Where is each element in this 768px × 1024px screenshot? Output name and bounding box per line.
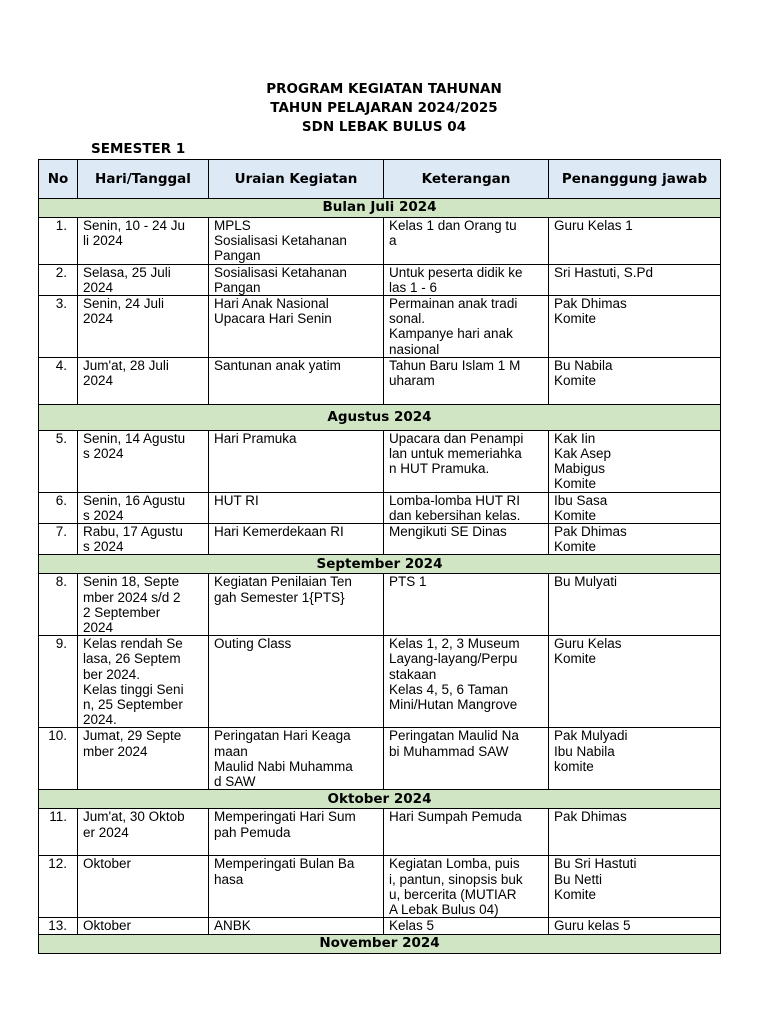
header-title: PROGRAM KEGIATAN TAHUNAN <box>266 81 502 97</box>
header-school-year: TAHUN PELAJARAN 2024/2025 <box>270 100 498 116</box>
month-label: Agustus 2024 <box>39 404 721 430</box>
row-no: 9. <box>39 636 78 728</box>
row-pic: Bu Nabila Komite <box>549 357 721 404</box>
row-date: Rabu, 17 Agustu s 2024 <box>78 524 209 555</box>
table-row <box>39 296 721 358</box>
row-note: Kelas 1 dan Orang tu a <box>384 218 549 265</box>
program-table <box>38 159 721 954</box>
table-row <box>39 492 721 523</box>
table-row <box>39 264 721 295</box>
row-activity: Hari Pramuka <box>209 430 384 492</box>
row-no: 2. <box>39 264 78 295</box>
row-date: Oktober <box>78 918 209 934</box>
row-pic: Pak Dhimas Komite <box>549 296 721 358</box>
row-date: Senin, 10 - 24 Ju li 2024 <box>78 218 209 265</box>
table-row <box>39 728 721 790</box>
row-activity: Outing Class <box>209 636 384 728</box>
col-header-no: No <box>39 160 78 199</box>
row-note: Kelas 1, 2, 3 Museum Layang-layang/Perpu stakaan Kelas 4, 5, 6 Taman Mini/Hutan Mangrove <box>384 636 549 728</box>
table-row <box>39 574 721 636</box>
month-label: Oktober 2024 <box>39 790 721 809</box>
month-row-november <box>39 934 721 953</box>
row-activity: Kegiatan Penilaian Ten gah Semester 1{PTS} <box>209 574 384 636</box>
row-activity: Peringatan Hari Keaga maan Maulid Nabi Muhamma d SAW <box>209 728 384 790</box>
row-pic: Bu Mulyati <box>549 574 721 636</box>
row-no: 13. <box>39 918 78 934</box>
row-pic: Pak Dhimas <box>549 809 721 856</box>
row-date: Senin, 24 Juli 2024 <box>78 296 209 358</box>
row-pic: Pak Mulyadi Ibu Nabila komite <box>549 728 721 790</box>
row-date: Jum'at, 30 Oktob er 2024 <box>78 809 209 856</box>
row-no: 5. <box>39 430 78 492</box>
row-activity: Memperingati Bulan Ba hasa <box>209 856 384 918</box>
row-pic: Sri Hastuti, S.Pd <box>549 264 721 295</box>
table-row <box>39 809 721 856</box>
table-row <box>39 636 721 728</box>
month-row-juli <box>39 199 721 218</box>
table-row <box>39 856 721 918</box>
row-note: Peringatan Maulid Na bi Muhammad SAW <box>384 728 549 790</box>
row-date: Jumat, 29 Septe mber 2024 <box>78 728 209 790</box>
table-row <box>39 524 721 555</box>
row-note: Kegiatan Lomba, puis i, pantun, sinopsis buk u, bercerita (MUTIAR A Lebak Bulus 04) <box>384 856 549 918</box>
table-header-row <box>39 160 721 199</box>
row-pic: Bu Sri Hastuti Bu Netti Komite <box>549 856 721 918</box>
month-row-september <box>39 555 721 574</box>
row-date: Senin, 16 Agustu s 2024 <box>78 492 209 523</box>
row-pic: Pak Dhimas Komite <box>549 524 721 555</box>
row-pic: Guru Kelas Komite <box>549 636 721 728</box>
document-header <box>0 80 768 137</box>
row-no: 11. <box>39 809 78 856</box>
col-header-date: Hari/Tanggal <box>78 160 209 199</box>
row-no: 10. <box>39 728 78 790</box>
row-date: Selasa, 25 Juli 2024 <box>78 264 209 295</box>
row-note: Lomba-lomba HUT RI dan kebersihan kelas. <box>384 492 549 523</box>
row-note: Kelas 5 <box>384 918 549 934</box>
row-no: 1. <box>39 218 78 265</box>
row-pic: Guru Kelas 1 <box>549 218 721 265</box>
row-pic: Guru kelas 5 <box>549 918 721 934</box>
row-note: Mengikuti SE Dinas <box>384 524 549 555</box>
row-no: 8. <box>39 574 78 636</box>
row-no: 3. <box>39 296 78 358</box>
col-header-pic: Penanggung jawab <box>549 160 721 199</box>
header-school-name: SDN LEBAK BULUS 04 <box>301 119 467 135</box>
row-no: 4. <box>39 357 78 404</box>
month-row-oktober <box>39 790 721 809</box>
row-no: 7. <box>39 524 78 555</box>
row-date: Senin, 14 Agustu s 2024 <box>78 430 209 492</box>
semester-label: SEMESTER 1 <box>91 141 186 157</box>
table-row <box>39 357 721 404</box>
row-activity: MPLS Sosialisasi Ketahanan Pangan <box>209 218 384 265</box>
row-activity: Santunan anak yatim <box>209 357 384 404</box>
col-header-activity: Uraian Kegiatan <box>209 160 384 199</box>
row-note: PTS 1 <box>384 574 549 636</box>
row-date: Kelas rendah Se lasa, 26 Septem ber 2024. Kelas tinggi Seni n, 25 September 2024. <box>78 636 209 728</box>
month-label: November 2024 <box>39 934 721 953</box>
row-pic: Ibu Sasa Komite <box>549 492 721 523</box>
row-activity: Memperingati Hari Sum pah Pemuda <box>209 809 384 856</box>
row-note: Tahun Baru Islam 1 M uharam <box>384 357 549 404</box>
row-pic: Kak Iin Kak Asep Mabigus Komite <box>549 430 721 492</box>
table-row <box>39 918 721 934</box>
row-note: Permainan anak tradi sonal. Kampanye hari anak nasional <box>384 296 549 358</box>
row-activity: Sosialisasi Ketahanan Pangan <box>209 264 384 295</box>
row-no: 6. <box>39 492 78 523</box>
row-activity: Hari Kemerdekaan RI <box>209 524 384 555</box>
row-date: Senin 18, Septe mber 2024 s/d 2 2 September 2024 <box>78 574 209 636</box>
row-note: Untuk peserta didik ke las 1 - 6 <box>384 264 549 295</box>
table-row <box>39 430 721 492</box>
row-activity: ANBK <box>209 918 384 934</box>
row-date: Oktober <box>78 856 209 918</box>
row-date: Jum'at, 28 Juli 2024 <box>78 357 209 404</box>
row-no: 12. <box>39 856 78 918</box>
col-header-note: Keterangan <box>384 160 549 199</box>
row-activity: Hari Anak Nasional Upacara Hari Senin <box>209 296 384 358</box>
row-note: Hari Sumpah Pemuda <box>384 809 549 856</box>
row-activity: HUT RI <box>209 492 384 523</box>
month-label: Bulan Juli 2024 <box>39 199 721 218</box>
table-row <box>39 218 721 265</box>
month-row-agustus <box>39 404 721 430</box>
month-label: September 2024 <box>39 555 721 574</box>
row-note: Upacara dan Penampi lan untuk memeriahka n HUT Pramuka. <box>384 430 549 492</box>
